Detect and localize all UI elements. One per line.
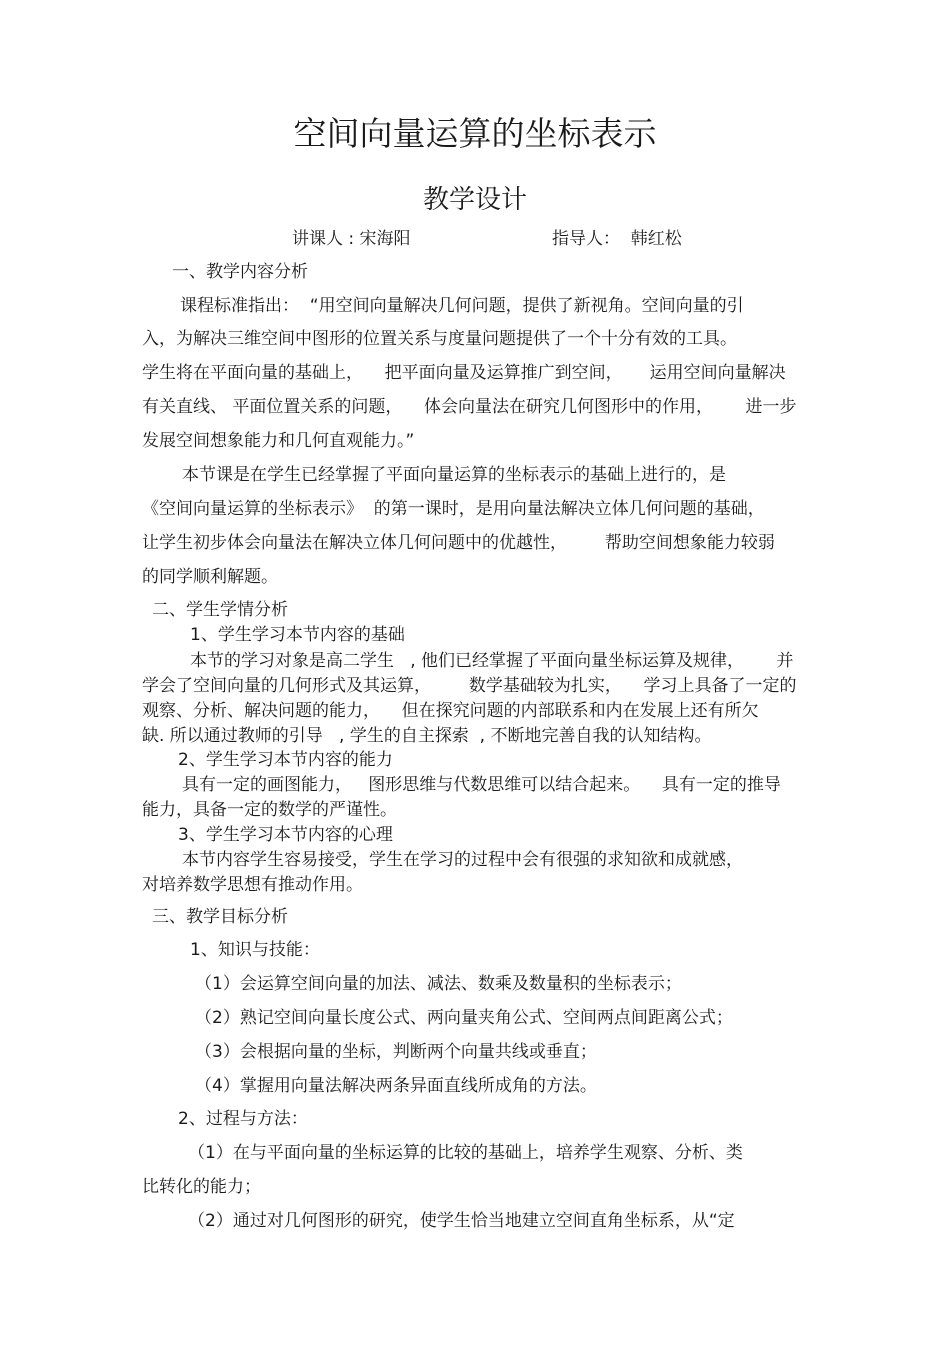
subsection-heading: 2、过程与方法： [178,1109,308,1129]
paragraph-line: 本节的学习对象是高二学生 , 他们已经掌握了平面向量坐标运算及规律， 并 [190,651,794,671]
paragraph-line: 对培养数学思想有推动作用。 [142,875,363,895]
document-subtitle: 教学设计 [422,185,527,215]
paragraph-line: 让学生初步体会向量法在解决立体几何问题中的优越性， 帮助空间想象能力较弱 [142,533,775,553]
paragraph-line: 《空间向量运算的坐标表示》 的第一课时，是用向量法解决立体几何问题的基础， [142,499,765,519]
paragraph-line: 课程标准指出： “用空间向量解决几何问题，提供了新视角。空间向量的引 [180,296,744,316]
paragraph-line: 有关直线、 平面位置关系的问题， 体会向量法在研究几何图形中的作用， 进一步 [142,397,797,417]
paragraph-line: 入，为解决三维空间中图形的位置关系与度量问题提供了一个十分有效的工具。 [142,329,737,349]
list-item: （1）在与平面向量的坐标运算的比较的基础上，培养学生观察、分析、类 [188,1143,743,1163]
paragraph-line: 发展空间想象能力和几何直观能力。” [142,431,415,451]
subsection-heading: 1、学生学习本节内容的基础 [190,625,405,645]
paragraph-line: 学生将在平面向量的基础上， 把平面向量及运算推广到空间， 运用空间向量解决 [142,363,786,383]
section-heading: 一、教学内容分析 [172,262,308,282]
paragraph-line: 观察、分析、解决问题的能力， 但在探究问题的内部联系和内在发展上还有所欠 [142,701,759,721]
paragraph-line: 能力，具备一定的数学的严谨性。 [142,800,397,820]
subsection-heading: 1、知识与技能： [190,940,320,960]
document-title: 空间向量运算的坐标表示 [293,114,657,153]
paragraph-line: 缺. 所以通过教师的引导 , 学生的自主探索 , 不断地完善自我的认知结构。 [142,726,712,746]
list-item: （3）会根据向量的坐标，判断两个向量共线或垂直； [195,1042,597,1062]
list-item: （2）通过对几何图形的研究，使学生恰当地建立空间直角坐标系，从“定 [188,1211,735,1231]
advisor-label: 指导人： 韩红松 [552,229,682,249]
subsection-heading: 3、学生学习本节内容的心理 [178,825,393,845]
paragraph-line: 本节课是在学生已经掌握了平面向量运算的坐标表示的基础上进行的，是 [182,465,726,485]
section-heading: 三、教学目标分析 [152,907,288,927]
subsection-heading: 2、学生学习本节内容的能力 [178,750,393,770]
section-heading: 二、学生学情分析 [152,600,288,620]
lecturer-label: 讲课人 : 宋海阳 [292,229,411,249]
list-item: （1）会运算空间向量的加法、减法、数乘及数量积的坐标表示； [195,974,682,994]
list-item: （4）掌握用向量法解决两条异面直线所成角的方法。 [195,1076,597,1096]
paragraph-line: 具有一定的画图能力， 图形思维与代数思维可以结合起来。 具有一定的推导 [182,775,781,795]
paragraph-line: 学会了空间向量的几何形式及其运算， 数学基础较为扎实， 学习上具备了一定的 [142,676,797,696]
paragraph-line: 比转化的能力； [142,1177,261,1197]
list-item: （2）熟记空间向量长度公式、两向量夹角公式、空间两点间距离公式； [195,1008,733,1028]
paragraph-line: 本节内容学生容易接受，学生在学习的过程中会有很强的求知欲和成就感， [182,850,743,870]
paragraph-line: 的同学顺利解题。 [142,567,278,587]
